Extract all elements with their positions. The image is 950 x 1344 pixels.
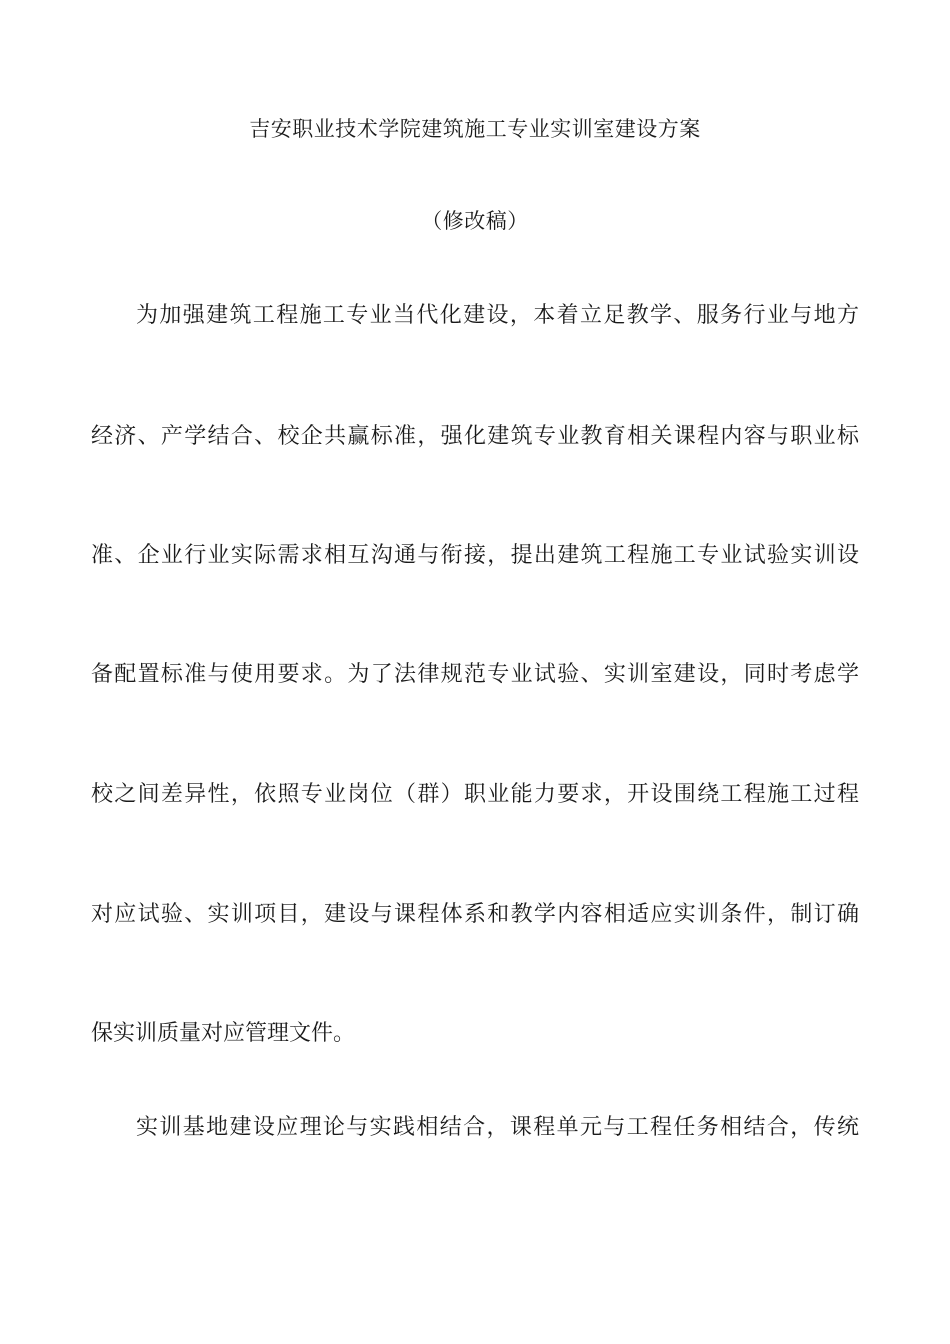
paragraph-line: 保实训质量对应管理文件。: [91, 1021, 356, 1046]
paragraph-line: 校之间差异性，依照专业岗位（群）职业能力要求，开设围绕工程施工过程: [91, 782, 859, 807]
paragraph-line: 备配置标准与使用要求。为了法律规范专业试验、实训室建设，同时考虑学: [91, 662, 859, 687]
paragraph-line: 准、企业行业实际需求相互沟通与衔接，提出建筑工程施工专业试验实训设: [91, 543, 859, 568]
paragraph-line: 为加强建筑工程施工专业当代化建设，本着立足教学、服务行业与地方: [136, 303, 859, 328]
document-title: 吉安职业技术学院建筑施工专业实训室建设方案: [249, 117, 701, 141]
paragraph-line: 对应试验、实训项目，建设与课程体系和教学内容相适应实训条件，制订确: [91, 902, 859, 927]
paragraph-line: 实训基地建设应理论与实践相结合，课程单元与工程任务相结合，传统: [136, 1115, 859, 1140]
paragraph-line: 经济、产学结合、校企共赢标准，强化建筑专业教育相关课程内容与职业标: [91, 424, 859, 449]
document-subtitle: （修改稿）: [421, 209, 529, 233]
